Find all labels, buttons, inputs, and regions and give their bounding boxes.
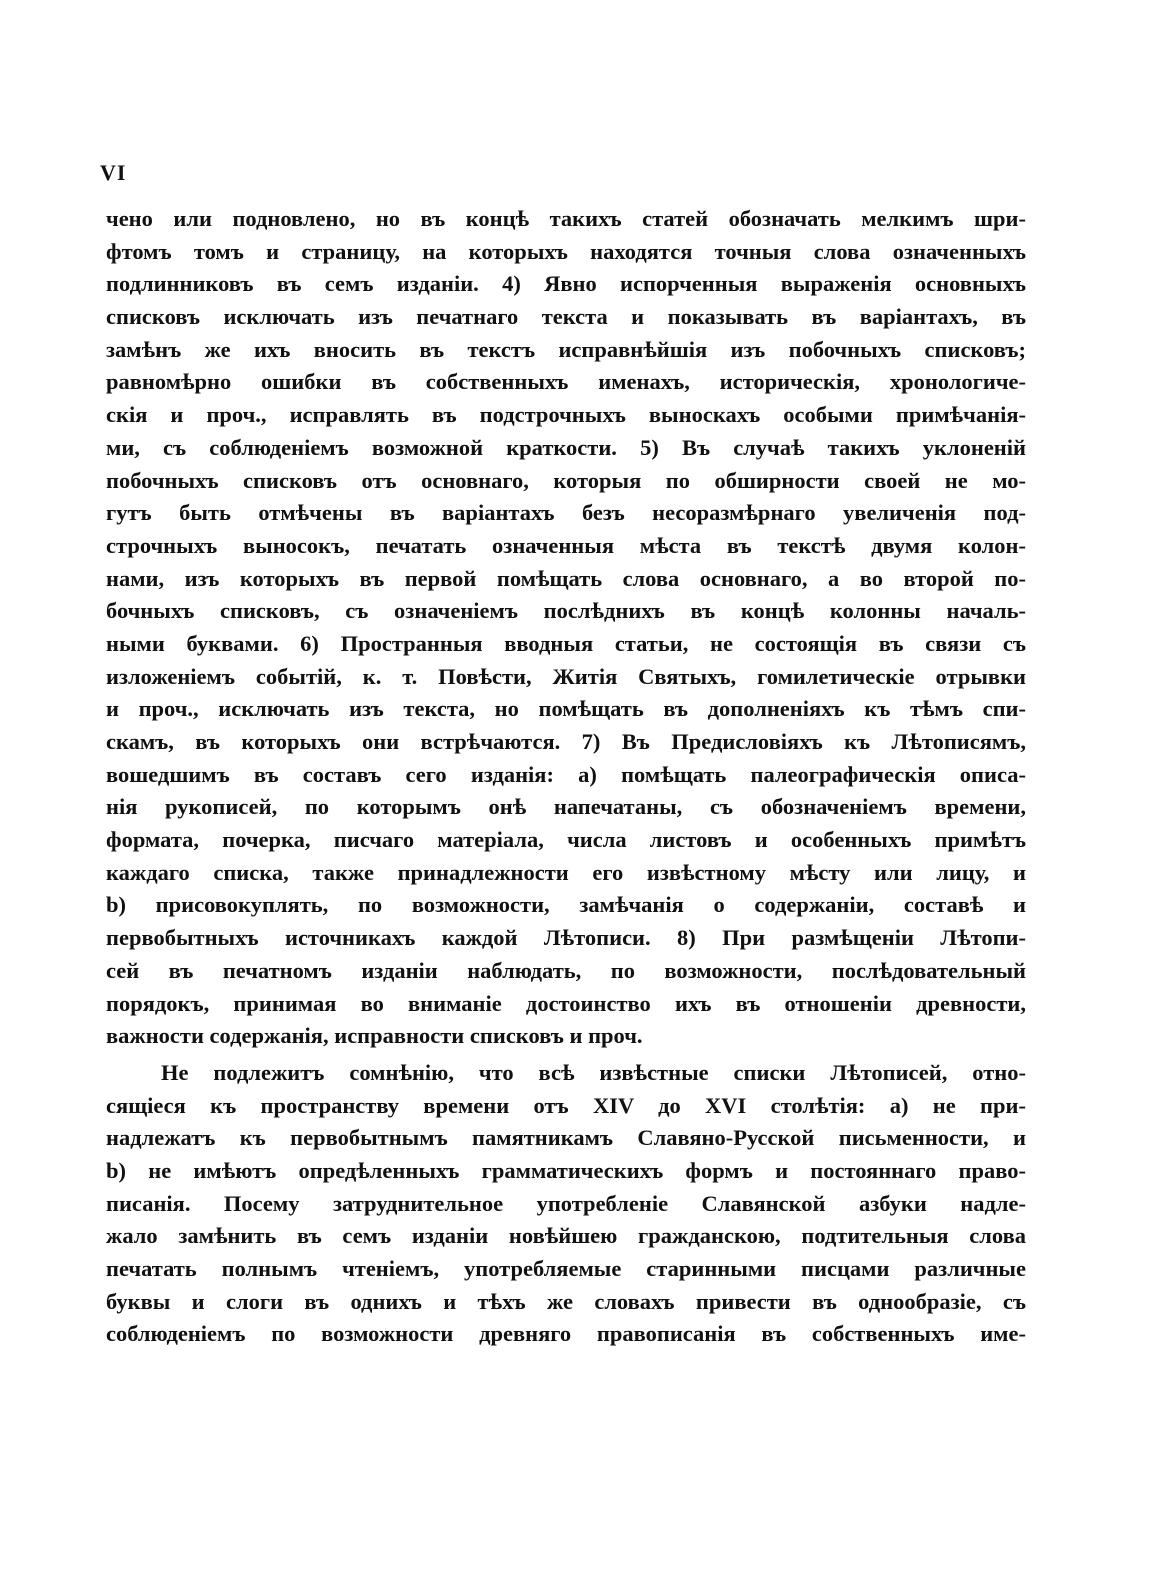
text-line: нія рукописей, по которымъ онѣ напечатаны, съ обозначеніемъ времени,: [106, 794, 1026, 820]
text-line: строчныхъ выносокъ, печатать означенныя мѣста въ текстѣ двумя колон-: [106, 532, 1026, 558]
text-line: порядокъ, принимая во вниманіе достоинство ихъ въ отношеніи древности,: [106, 990, 1026, 1016]
page-number: VI: [100, 160, 127, 185]
text-line: равномѣрно ошибки въ собственныхъ именахъ, историческія, хронологиче-: [106, 369, 1026, 395]
text-line: чено или подновлено, но въ концѣ такихъ статей обозначать мелкимъ шри-: [106, 206, 1026, 231]
text-line: сящіеся къ пространству времени отъ XIV до XVI столѣтія: а) не при-: [106, 1092, 1026, 1118]
text-line: побочныхъ списковъ отъ основнаго, которыя по обширности своей не мо-: [106, 467, 1026, 493]
text-line: сей въ печатномъ изданіи наблюдать, по возможности, послѣдовательный: [106, 957, 1026, 983]
text-line: ными буквами. 6) Пространныя вводныя статьи, не состоящія въ связи съ: [106, 630, 1026, 656]
text-line: буквы и слоги въ однихъ и тѣхъ же словахъ привести въ однообразіе, съ: [106, 1288, 1026, 1314]
text-line: печатать полнымъ чтеніемъ, употребляемые старинными писцами различные: [106, 1256, 1026, 1281]
text-line: Не подлежитъ сомнѣнію, что всѣ извѣстные списки Лѣтописей, отно-: [161, 1059, 1026, 1085]
paragraph-1: [106, 203, 1026, 1053]
text-line: соблюденіемъ по возможности древняго правописанія въ собственныхъ име-: [106, 1321, 1026, 1347]
text-line: b) не имѣютъ опредѣленныхъ грамматическихъ формъ и постояннаго право-: [106, 1157, 1026, 1183]
text-line: формата, почерка, писчаго матеріала, числа листовъ и особенныхъ примѣтъ: [106, 827, 1026, 853]
text-line: гутъ быть отмѣчены въ варіантахъ безъ несоразмѣрнаго увеличенія под-: [106, 500, 1026, 526]
text-line: скія и проч., исправлять въ подстрочныхъ выноскахъ особыми примѣчанія-: [106, 402, 1026, 428]
text-line: нами, изъ которыхъ въ первой помѣщать слова основнаго, а во второй по-: [106, 565, 1026, 591]
text-line: скамъ, въ которыхъ они встрѣчаются. 7) Въ Предисловіяхъ къ Лѣтописямъ,: [106, 729, 1026, 754]
paragraph-2: [106, 1057, 1026, 1351]
text-line: писанія. Посему затруднительное употребленіе Славянской азбуки надле-: [106, 1190, 1026, 1216]
text-line: подлинниковъ въ семъ изданіи. 4) Явно испорченныя выраженія основныхъ: [106, 271, 1026, 297]
text-line: b) присовокуплять, по возможности, замѣчанія о содержаніи, составѣ и: [106, 892, 1026, 918]
body-text: [106, 203, 1026, 1351]
text-line: бочныхъ списковъ, съ означеніемъ послѣднихъ въ концѣ колонны началь-: [106, 598, 1026, 624]
text-line: и проч., исключать изъ текста, но помѣщать въ дополненіяхъ къ тѣмъ спи-: [106, 696, 1026, 722]
text-line: первобытныхъ источникахъ каждой Лѣтописи. 8) При размѣщеніи Лѣтопи-: [106, 925, 1026, 951]
text-line: замѣнъ же ихъ вносить въ текстъ исправнѣйшія изъ побочныхъ списковъ;: [106, 336, 1026, 362]
text-line: списковъ исключать изъ печатнаго текста и показывать въ варіантахъ, въ: [106, 304, 1026, 330]
text-line: фтомъ томъ и страницу, на которыхъ находятся точныя слова означенныхъ: [106, 238, 1026, 264]
text-line: важности содержанія, исправности списковъ и проч.: [106, 1023, 643, 1049]
text-line: каждаго списка, также принадлежности его извѣстному мѣсту или лицу, и: [106, 859, 1026, 885]
text-line: изложеніемъ событій, к. т. Повѣсти, Житія Святыхъ, гомилетическіе отрывки: [106, 663, 1026, 689]
text-line: надлежатъ къ первобытнымъ памятникамъ Славяно-Русской письменности, и: [106, 1125, 1026, 1151]
text-line: жало замѣнить въ семъ изданіи новѣйшею гражданскою, подтительныя слова: [106, 1223, 1026, 1249]
text-line: вошедшимъ въ составъ сего изданія: а) помѣщать палеографическія описа-: [106, 761, 1026, 787]
text-line: ми, съ соблюденіемъ возможной краткости. 5) Въ случаѣ такихъ уклоненій: [106, 434, 1026, 460]
